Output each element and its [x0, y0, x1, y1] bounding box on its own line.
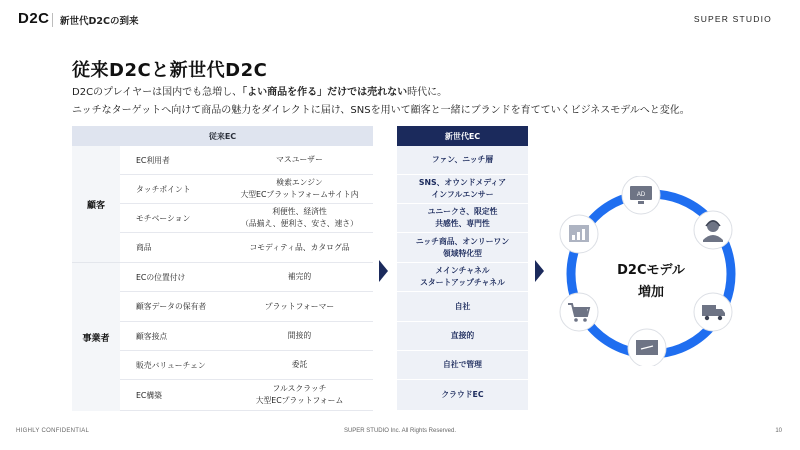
lead-line-2: ニッチなターゲットへ向けて商品の魅力をダイレクトに届け、SNSを用いて顧客と一緒にブランドを育てていくビジネスモデルへと変化。 — [72, 105, 690, 116]
new-ec-text: メインチャネル — [435, 266, 490, 275]
new-ec-value — [397, 351, 528, 380]
new-ec-value — [397, 175, 528, 204]
new-ec-text: スタートアップチャネル — [420, 278, 505, 287]
old-ec-text: コモディティ品、カタログ品 — [249, 242, 350, 252]
new-ec-value — [397, 292, 528, 322]
old-ec-value — [226, 380, 373, 410]
lead-emphasis-2: だけでは売れない — [327, 87, 408, 98]
new-ec-text: 領域特化型 — [443, 248, 482, 258]
shopping-cart-icon — [560, 293, 598, 331]
ad-monitor-icon — [622, 176, 660, 214]
table-row — [120, 380, 373, 411]
package-box-icon — [628, 329, 666, 366]
section-title: 新世代D2Cの到来 — [60, 16, 139, 27]
new-ec-value — [397, 233, 528, 263]
header-new-ec: 新世代EC — [397, 126, 528, 146]
table-row — [120, 233, 373, 263]
lead-text-end: 時代に。 — [407, 87, 448, 98]
table-row — [120, 204, 373, 233]
new-ec-value — [397, 322, 528, 351]
new-ec-text: クラウドEC — [441, 390, 484, 399]
new-ec-value — [397, 380, 528, 411]
category-business: 事業者 — [72, 263, 120, 411]
row-label: ECの位置付け — [136, 272, 186, 282]
lead-emphasis-1: 「よい商品を作る」 — [242, 87, 328, 98]
new-ec-text: 自社で管理 — [443, 360, 482, 369]
table-row — [120, 322, 373, 351]
delivery-truck-icon — [694, 293, 732, 331]
row-label: 顧客データの保有者 — [136, 302, 207, 311]
new-ec-text: インフルエンサー — [431, 190, 494, 199]
arrow-right-icon — [535, 260, 544, 282]
old-ec-value — [226, 263, 373, 291]
table-row — [120, 146, 373, 175]
ad-label: AD — [636, 192, 646, 198]
analytics-chart-icon — [560, 215, 598, 253]
old-ec-text: 検索エンジン — [276, 178, 323, 187]
new-ec-text: ニッチ商品、オンリーワン — [415, 236, 510, 246]
old-ec-text: 大型ECプラットフォーム — [255, 396, 344, 405]
table-row — [120, 263, 373, 292]
old-ec-text: 間接的 — [287, 331, 312, 340]
lead-text: D2Cのプレイヤーは国内でも急増し、 — [72, 87, 243, 98]
logo: D2C — [18, 10, 50, 27]
page-title: 従来D2Cと新世代D2C — [72, 60, 268, 81]
old-ec-text: 補完的 — [287, 272, 312, 281]
top-bar — [0, 0, 800, 40]
old-ec-value — [226, 146, 373, 174]
new-ec-value — [397, 263, 528, 292]
old-ec-text: マスユーザー — [276, 155, 323, 164]
header-old-ec: 従来EC — [72, 126, 373, 146]
new-ec-value — [397, 204, 528, 233]
old-ec-value — [226, 322, 373, 350]
table-row — [120, 175, 373, 204]
old-ec-text: 大型ECプラットフォームサイト内 — [240, 190, 359, 199]
old-ec-value — [226, 175, 373, 203]
old-ec-text: フルスクラッチ — [272, 384, 327, 393]
new-ec-text: ユニークさ、限定性 — [427, 207, 498, 216]
diagram-center-subtitle: 増加 — [637, 285, 664, 300]
lead-line-1 — [72, 83, 447, 98]
new-ec-text: 自社 — [454, 301, 471, 311]
old-ec-value — [226, 204, 373, 232]
old-ec-text: （品揃え、便利さ、安さ、速さ） — [241, 219, 358, 228]
old-ec-value — [226, 233, 373, 262]
old-ec-text: 委託 — [291, 360, 308, 369]
old-ec-text: プラットフォーマー — [264, 301, 335, 311]
row-label: モチベーション — [136, 213, 191, 223]
table-row — [120, 292, 373, 322]
support-person-icon — [694, 211, 732, 249]
row-label: EC利用者 — [136, 155, 170, 165]
new-ec-value — [397, 146, 528, 175]
new-ec-text: 共感性、専門性 — [435, 219, 490, 228]
footer-confidential: HIGHLY CONFIDENTIAL — [16, 428, 90, 434]
footer-copyright: SUPER STUDIO Inc. All Rights Reserved. — [343, 428, 457, 434]
old-ec-text: 利便性、経済性 — [272, 207, 327, 216]
row-label: 商品 — [136, 243, 152, 252]
table-row — [120, 351, 373, 380]
arrow-right-icon — [379, 260, 388, 282]
company-name: SUPER STUDIO — [693, 14, 772, 24]
row-label: タッチポイント — [136, 184, 191, 194]
header-divider — [52, 13, 53, 27]
new-ec-text: SNS、オウンドメディア — [418, 178, 507, 187]
category-customer: 顧客 — [72, 146, 120, 263]
row-label: 販売バリューチェン — [136, 360, 206, 370]
row-label: 顧客接点 — [136, 331, 168, 341]
diagram-center-title: D2Cモデル — [617, 263, 685, 278]
old-ec-value — [226, 292, 373, 321]
page-number: 10 — [775, 428, 782, 434]
new-ec-text: 直接的 — [450, 331, 475, 340]
row-label: EC構築 — [136, 390, 162, 400]
old-ec-value — [226, 351, 373, 379]
new-ec-text: ファン、ニッチ層 — [431, 155, 494, 164]
